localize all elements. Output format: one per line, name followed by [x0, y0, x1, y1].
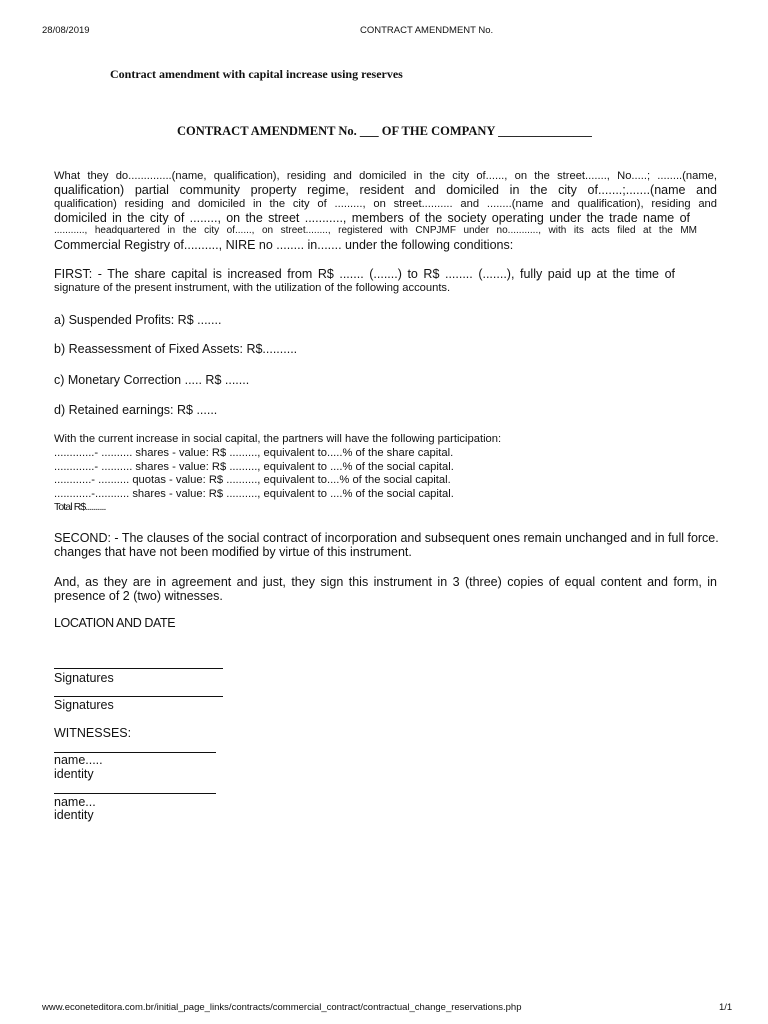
witness-2-name: name...: [54, 795, 96, 809]
print-url: www.econeteditora.com.br/initial_page_links/contracts/commercial_contract/contractual_change_reservations.php: [42, 1002, 522, 1013]
witness-1-identity: identity: [54, 767, 94, 781]
signature-label-1: Signatures: [54, 671, 114, 685]
witness-2-identity: identity: [54, 808, 94, 822]
participation-row-1: .............- .......... shares - value: R$ ........., equivalent to.....% of the share capital.: [54, 447, 454, 459]
agreement-line-2: presence of 2 (two) witnesses.: [54, 589, 223, 603]
participation-row-2: .............- .......... shares - value: R$ ........., equivalent to ....% of the social capital.: [54, 461, 454, 473]
intro-line-6: Commercial Registry of.........., NIRE no ........ in....... under the following conditions:: [54, 238, 514, 252]
participation-row-4: ............-........... shares - value: R$ .........., equivalent to ....% of the social capital.: [54, 488, 454, 500]
intro-line-2: qualification) partial community property regime, resident and domiciled in the city of.......;.......(name and: [54, 183, 717, 197]
participation-total: Total R$..........: [54, 501, 106, 513]
intro-line-4: domiciled in the city of ........, on the street ..........., members of the society operating under the trade name of: [54, 211, 690, 225]
signature-line-2: [54, 696, 223, 697]
intro-line-5: ..........., headquartered in the city of......, on street........, registered with CNPJMF under no..........., with its acts filed at the MM: [54, 225, 697, 236]
signature-label-2: Signatures: [54, 698, 114, 712]
participation-row-3: ............- .......... quotas - value: R$ .........., equivalent to....% of the social capital.: [54, 474, 451, 486]
account-retained-earnings: d) Retained earnings: R$ ......: [54, 403, 218, 417]
signature-line-1: [54, 668, 223, 669]
print-title: CONTRACT AMENDMENT No.: [360, 25, 494, 36]
witnesses-label: WITNESSES:: [54, 726, 132, 740]
account-monetary-correction: c) Monetary Correction ..... R$ .......: [54, 373, 250, 387]
agreement-line-1: And, as they are in agreement and just, they sign this instrument in 3 (three) copies of equal content and form, in: [54, 575, 717, 589]
print-page-number: 1/1: [719, 1002, 733, 1013]
account-suspended-profits: a) Suspended Profits: R$ .......: [54, 313, 222, 327]
location-and-date: LOCATION AND DATE: [54, 616, 176, 630]
print-date: 28/08/2019: [42, 25, 90, 36]
witness-line-2: [54, 793, 216, 794]
document-heading: CONTRACT AMENDMENT No. ___ OF THE COMPANY _______________: [177, 124, 592, 138]
participation-intro: With the current increase in social capital, the partners will have the following participation:: [54, 433, 502, 445]
intro-line-3: qualification) residing and domiciled in the city of ........., on street.......... and ........(name and qualification), residing and: [54, 198, 717, 210]
account-fixed-assets: b) Reassessment of Fixed Assets: R$..........: [54, 342, 298, 356]
second-clause-line-1: SECOND: - The clauses of the social contract of incorporation and subsequent ones remain unchanged and in full force.: [54, 531, 719, 545]
intro-line-1: What they do..............(name, qualification), residing and domiciled in the city of......, on the street......., No.....; ........(name,: [54, 170, 717, 182]
first-clause-line-1: FIRST: - The share capital is increased from R$ ....... (.......) to R$ ........ (.......), fully paid up at the time of: [54, 267, 675, 281]
second-clause-line-2: changes that have not been modified by virtue of this instrument.: [54, 545, 412, 559]
witness-1-name: name.....: [54, 753, 103, 767]
first-clause-line-2: signature of the present instrument, with the utilization of the following accounts.: [54, 282, 451, 294]
document-subtitle: Contract amendment with capital increase using reserves: [110, 67, 403, 81]
